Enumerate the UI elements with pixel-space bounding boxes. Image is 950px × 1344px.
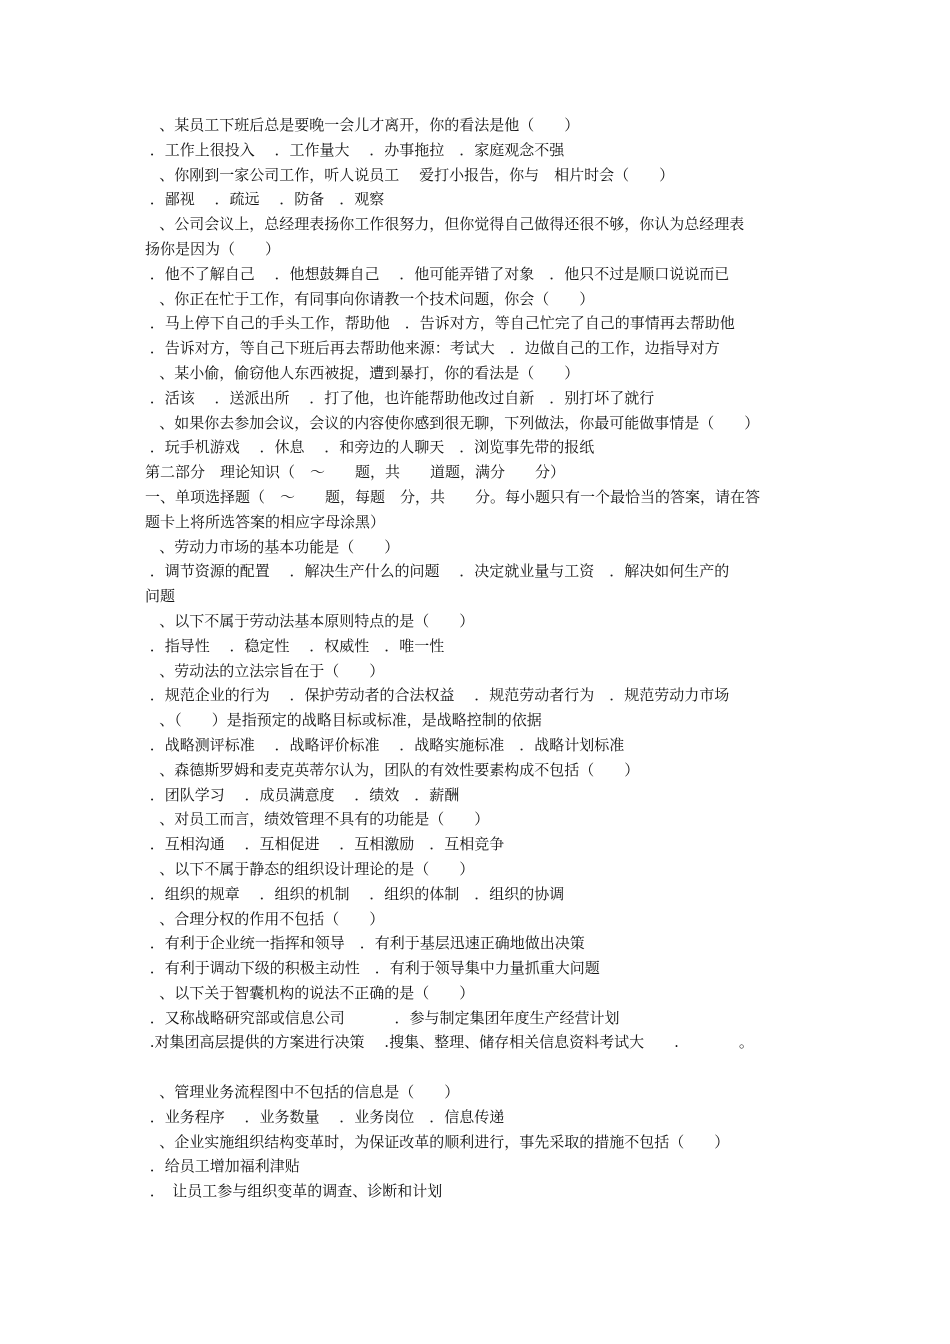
document-page xyxy=(145,113,815,1204)
question-line: 、如果你去参加会议，会议的内容使你感到很无聊，下列做法，你最可能做事情是（ ） xyxy=(145,413,760,432)
question-line: 、劳动法的立法宗旨在于（ ） xyxy=(145,661,385,680)
option-line: ．告诉对方，等自己下班后再去帮助他来源：考试大 ．边做自己的工作，边指导对方 xyxy=(145,339,720,358)
question-line: 、（ ）是指预定的战略目标或标准，是战略控制的依据 xyxy=(145,711,542,730)
option-line: ．玩手机游戏 ．休息 ．和旁边的人聊天 ．浏览事先带的报纸 xyxy=(145,438,595,457)
option-line: ． 让员工参与组织变革的调查、诊断和计划 xyxy=(145,1182,443,1201)
question-line: 、森德斯罗姆和麦克英蒂尔认为，团队的有效性要素构成不包括（ ） xyxy=(145,760,640,779)
subsection-heading: 一、单项选择题（ ～ 题，每题 分，共 分。每小题只有一个最恰当的答案，请在答 xyxy=(145,487,761,506)
question-line: 、某员工下班后总是要晚一会儿才离开，你的看法是他（ ） xyxy=(145,116,580,134)
question-line: 、公司会议上，总经理表扬你工作很努力，但你觉得自己做得还很不够，你认为总经理表 xyxy=(145,215,745,234)
option-line: .对集团高层提供的方案进行决策 .搜集、整理、储存相关信息资料考试大 . 。 xyxy=(145,1033,754,1052)
question-line: 、以下关于智囊机构的说法不正确的是（ ） xyxy=(145,983,475,1002)
option-line: ．团队学习 ．成员满意度 ．绩效 ．薪酬 xyxy=(145,785,460,804)
question-line: 、你刚到一家公司工作，听人说员工 爱打小报告，你与 相片时会（ ） xyxy=(145,165,675,184)
question-line: 、管理业务流程图中不包括的信息是（ ） xyxy=(145,1083,460,1102)
section-heading: 第二部分 理论知识（ ～ 题，共 道题，满分 分） xyxy=(145,463,566,482)
question-line: 、以下不属于静态的组织设计理论的是（ ） xyxy=(145,859,475,878)
option-line-continued: 问题 xyxy=(145,587,176,606)
option-line: ．又称战略研究部或信息公司 ．参与制定集团年度生产经营计划 xyxy=(145,1008,620,1027)
subsection-heading-continued: 题卡上将所选答案的相应字母涂黑） xyxy=(145,512,386,531)
question-line: 、劳动力市场的基本功能是（ ） xyxy=(145,537,400,556)
option-line: ．工作上很投入 ．工作量大 ．办事拖拉 ．家庭观念不强 xyxy=(145,140,565,159)
question-line: 、你正在忙于工作，有同事向你请教一个技术问题，你会（ ） xyxy=(145,289,595,308)
option-line: ．活该 ．送派出所 ．打了他，也许能帮助他改过自新 ．别打坏了就行 xyxy=(145,388,655,407)
option-line: ．战略测评标准 ．战略评价标准 ．战略实施标准 ．战略计划标准 xyxy=(145,735,625,754)
option-line: ．规范企业的行为 ．保护劳动者的合法权益 ．规范劳动者行为 ．规范劳动力市场 xyxy=(145,686,730,705)
question-line: 、以下不属于劳动法基本原则特点的是（ ） xyxy=(145,611,475,630)
option-line: ．马上停下自己的手头工作，帮助他 ．告诉对方，等自己忙完了自己的事情再去帮助他 xyxy=(145,314,735,333)
option-line: ．组织的规章 ．组织的机制 ．组织的体制 ．组织的协调 xyxy=(145,884,565,903)
option-line: ．互相沟通 ．互相促进 ．互相激励 ．互相竞争 xyxy=(145,835,505,854)
option-line: ．指导性 ．稳定性 ．权威性 ．唯一性 xyxy=(145,636,445,655)
question-line: 、某小偷，偷窃他人东西被捉，遭到暴打，你的看法是（ ） xyxy=(145,363,580,382)
option-line: ．有利于调动下级的积极主动性 ．有利于领导集中力量抓重大问题 xyxy=(145,959,600,978)
option-line: ．他不了解自己 ．他想鼓舞自己 ．他可能弄错了对象 ．他只不过是顺口说说而已 xyxy=(145,264,730,283)
blank-line xyxy=(145,1055,815,1080)
question-line: 、对员工而言，绩效管理不具有的功能是（ ） xyxy=(145,810,490,829)
option-line: ．有利于企业统一指挥和领导 ．有利于基层迅速正确地做出决策 xyxy=(145,934,585,953)
question-line-continued: 扬你是因为（ ） xyxy=(145,239,281,258)
question-line: 、企业实施组织结构变革时，为保证改革的顺利进行，事先采取的措施不包括（ ） xyxy=(145,1132,730,1151)
option-line: ．鄙视 ．疏远 ．防备 ．观察 xyxy=(145,190,385,209)
question-line: 、合理分权的作用不包括（ ） xyxy=(145,909,385,928)
option-line: ．业务程序 ．业务数量 ．业务岗位 ．信息传递 xyxy=(145,1107,505,1126)
option-line: ．调节资源的配置 ．解决生产什么的问题 ．决定就业量与工资 ．解决如何生产的 xyxy=(145,562,730,581)
option-line: ．给员工增加福利津贴 xyxy=(145,1157,300,1176)
